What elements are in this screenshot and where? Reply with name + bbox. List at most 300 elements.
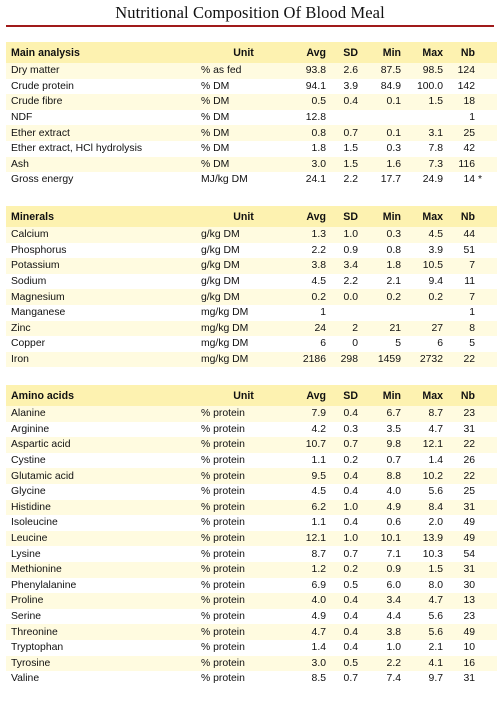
cell-avg: 1.1: [286, 453, 326, 469]
cell-name: Proline: [6, 593, 201, 609]
section-heading: Amino acids: [6, 385, 201, 406]
cell-avg: 4.9: [286, 609, 326, 625]
cell-sd: 0.2: [326, 562, 358, 578]
cell-avg: 1.8: [286, 141, 326, 157]
cell-note: [475, 578, 497, 594]
cell-nb: 23: [443, 609, 475, 625]
cell-name: Isoleucine: [6, 515, 201, 531]
table-row: [6, 274, 497, 290]
column-header-avg: Avg: [286, 42, 326, 63]
cell-nb: 124: [443, 63, 475, 79]
cell-nb: 1: [443, 305, 475, 321]
cell-note: [475, 546, 497, 562]
cell-nb: 30: [443, 578, 475, 594]
cell-avg: 6.2: [286, 500, 326, 516]
cell-note: [475, 274, 497, 290]
cell-max: [401, 305, 443, 321]
cell-sd: 0.7: [326, 546, 358, 562]
cell-sd: 0.4: [326, 484, 358, 500]
table-row: [6, 305, 497, 321]
cell-avg: 3.0: [286, 157, 326, 173]
cell-min: 17.7: [358, 172, 401, 188]
cell-avg: 6: [286, 336, 326, 352]
cell-max: 10.3: [401, 546, 443, 562]
nutrient-table: [6, 385, 497, 687]
cell-note: [475, 671, 497, 687]
column-header-max: Max: [401, 385, 443, 406]
cell-max: 5.6: [401, 624, 443, 640]
cell-avg: 4.5: [286, 274, 326, 290]
cell-sd: 3.9: [326, 79, 358, 95]
table-row: [6, 453, 497, 469]
cell-avg: 4.2: [286, 422, 326, 438]
cell-name: Magnesium: [6, 289, 201, 305]
cell-avg: 9.5: [286, 468, 326, 484]
cell-min: 2.2: [358, 656, 401, 672]
cell-note: [475, 593, 497, 609]
cell-sd: 1.0: [326, 227, 358, 243]
table-header-row: [6, 385, 497, 406]
cell-unit: mg/kg DM: [201, 305, 286, 321]
cell-avg: 12.8: [286, 110, 326, 126]
cell-nb: 142: [443, 79, 475, 95]
cell-min: [358, 110, 401, 126]
cell-max: 4.5: [401, 227, 443, 243]
cell-name: Tryptophan: [6, 640, 201, 656]
cell-min: 84.9: [358, 79, 401, 95]
table-row: [6, 656, 497, 672]
cell-sd: 0.5: [326, 578, 358, 594]
table-row: [6, 79, 497, 95]
column-header-sd: SD: [326, 206, 358, 227]
cell-unit: % protein: [201, 640, 286, 656]
column-header-note: [475, 206, 497, 227]
cell-min: 2.1: [358, 274, 401, 290]
cell-max: [401, 110, 443, 126]
cell-min: 5: [358, 336, 401, 352]
cell-nb: 11: [443, 274, 475, 290]
cell-note: [475, 453, 497, 469]
cell-min: 7.1: [358, 546, 401, 562]
cell-sd: 0.4: [326, 468, 358, 484]
table-row: [6, 624, 497, 640]
cell-nb: 13: [443, 593, 475, 609]
cell-min: 4.4: [358, 609, 401, 625]
cell-max: 4.7: [401, 593, 443, 609]
cell-unit: g/kg DM: [201, 258, 286, 274]
cell-max: 1.5: [401, 562, 443, 578]
cell-nb: 25: [443, 125, 475, 141]
cell-max: 24.9: [401, 172, 443, 188]
cell-min: 4.0: [358, 484, 401, 500]
cell-unit: g/kg DM: [201, 289, 286, 305]
cell-avg: 1.4: [286, 640, 326, 656]
cell-note: [475, 352, 497, 368]
cell-nb: 26: [443, 453, 475, 469]
table-row: [6, 258, 497, 274]
table-row: [6, 352, 497, 368]
cell-min: 10.1: [358, 531, 401, 547]
cell-note: [475, 227, 497, 243]
cell-max: 13.9: [401, 531, 443, 547]
cell-name: Sodium: [6, 274, 201, 290]
cell-note: [475, 110, 497, 126]
cell-sd: 0.4: [326, 609, 358, 625]
cell-min: 1.0: [358, 640, 401, 656]
cell-note: [475, 500, 497, 516]
cell-min: 6.0: [358, 578, 401, 594]
cell-avg: 0.5: [286, 94, 326, 110]
cell-avg: 1.3: [286, 227, 326, 243]
cell-name: Gross energy: [6, 172, 201, 188]
cell-nb: 16: [443, 656, 475, 672]
cell-note: [475, 406, 497, 422]
cell-min: 0.3: [358, 141, 401, 157]
cell-min: 21: [358, 321, 401, 337]
cell-max: 5.6: [401, 484, 443, 500]
cell-sd: 0.2: [326, 453, 358, 469]
cell-min: 0.6: [358, 515, 401, 531]
cell-avg: 12.1: [286, 531, 326, 547]
cell-note: [475, 437, 497, 453]
cell-unit: % protein: [201, 515, 286, 531]
cell-avg: 93.8: [286, 63, 326, 79]
nutrient-table: [6, 42, 497, 188]
cell-note: [475, 258, 497, 274]
cell-unit: % protein: [201, 578, 286, 594]
column-header-nb: Nb: [443, 385, 475, 406]
cell-max: 4.1: [401, 656, 443, 672]
cell-max: 3.9: [401, 243, 443, 259]
table-row: [6, 578, 497, 594]
table-row: [6, 671, 497, 687]
cell-nb: 22: [443, 352, 475, 368]
cell-note: [475, 321, 497, 337]
column-header-unit: Unit: [201, 385, 286, 406]
cell-unit: % as fed: [201, 63, 286, 79]
cell-note: [475, 656, 497, 672]
cell-note: [475, 609, 497, 625]
table-row: [6, 157, 497, 173]
column-header-unit: Unit: [201, 206, 286, 227]
cell-name: Arginine: [6, 422, 201, 438]
cell-max: 27: [401, 321, 443, 337]
cell-name: Potassium: [6, 258, 201, 274]
cell-name: Zinc: [6, 321, 201, 337]
cell-min: 8.8: [358, 468, 401, 484]
table-row: [6, 406, 497, 422]
cell-avg: 10.7: [286, 437, 326, 453]
cell-note: [475, 484, 497, 500]
table-row: [6, 336, 497, 352]
cell-nb: 22: [443, 437, 475, 453]
cell-nb: 51: [443, 243, 475, 259]
cell-nb: 49: [443, 624, 475, 640]
column-header-sd: SD: [326, 385, 358, 406]
cell-max: 8.7: [401, 406, 443, 422]
cell-sd: 0.3: [326, 422, 358, 438]
cell-min: 0.3: [358, 227, 401, 243]
cell-note: [475, 515, 497, 531]
cell-name: Leucine: [6, 531, 201, 547]
cell-note: *: [475, 172, 497, 188]
table-row: [6, 141, 497, 157]
cell-max: 7.8: [401, 141, 443, 157]
cell-name: Iron: [6, 352, 201, 368]
cell-unit: g/kg DM: [201, 227, 286, 243]
column-header-max: Max: [401, 42, 443, 63]
column-header-avg: Avg: [286, 385, 326, 406]
cell-nb: 54: [443, 546, 475, 562]
cell-sd: [326, 305, 358, 321]
cell-unit: % protein: [201, 500, 286, 516]
cell-min: 87.5: [358, 63, 401, 79]
cell-max: 0.2: [401, 289, 443, 305]
cell-unit: % protein: [201, 546, 286, 562]
table-row: [6, 640, 497, 656]
cell-unit: % protein: [201, 531, 286, 547]
nutrient-table: [6, 206, 497, 367]
cell-avg: 1: [286, 305, 326, 321]
cell-sd: 0.4: [326, 640, 358, 656]
cell-unit: % protein: [201, 671, 286, 687]
cell-name: Tyrosine: [6, 656, 201, 672]
cell-note: [475, 141, 497, 157]
cell-sd: 0.9: [326, 243, 358, 259]
cell-sd: 0.7: [326, 671, 358, 687]
table-row: [6, 500, 497, 516]
cell-name: Phenylalanine: [6, 578, 201, 594]
cell-note: [475, 336, 497, 352]
cell-unit: mg/kg DM: [201, 336, 286, 352]
cell-avg: 4.7: [286, 624, 326, 640]
cell-max: 9.4: [401, 274, 443, 290]
cell-nb: 31: [443, 422, 475, 438]
table-row: [6, 531, 497, 547]
cell-avg: 3.0: [286, 656, 326, 672]
table-row: [6, 422, 497, 438]
cell-name: Copper: [6, 336, 201, 352]
cell-avg: 0.2: [286, 289, 326, 305]
cell-sd: 2.2: [326, 172, 358, 188]
cell-min: 0.8: [358, 243, 401, 259]
section-amino-acids: [6, 385, 494, 687]
cell-max: 8.0: [401, 578, 443, 594]
cell-max: 8.4: [401, 500, 443, 516]
cell-max: 10.2: [401, 468, 443, 484]
cell-max: 6: [401, 336, 443, 352]
column-header-min: Min: [358, 385, 401, 406]
cell-min: 1.6: [358, 157, 401, 173]
cell-note: [475, 63, 497, 79]
column-header-sd: SD: [326, 42, 358, 63]
cell-avg: 2186: [286, 352, 326, 368]
column-header-unit: Unit: [201, 42, 286, 63]
table-row: [6, 94, 497, 110]
cell-name: Crude protein: [6, 79, 201, 95]
cell-sd: 1.0: [326, 531, 358, 547]
table-row: [6, 289, 497, 305]
cell-nb: 49: [443, 531, 475, 547]
cell-name: Lysine: [6, 546, 201, 562]
cell-name: Threonine: [6, 624, 201, 640]
table-row: [6, 484, 497, 500]
cell-min: 4.9: [358, 500, 401, 516]
table-row: [6, 243, 497, 259]
cell-avg: 24.1: [286, 172, 326, 188]
cell-name: Phosphorus: [6, 243, 201, 259]
cell-sd: 2: [326, 321, 358, 337]
cell-sd: 0.4: [326, 515, 358, 531]
cell-note: [475, 243, 497, 259]
cell-nb: 7: [443, 258, 475, 274]
table-row: [6, 125, 497, 141]
table-row: [6, 172, 497, 188]
column-header-note: [475, 385, 497, 406]
cell-max: 7.3: [401, 157, 443, 173]
cell-name: NDF: [6, 110, 201, 126]
cell-min: 1.8: [358, 258, 401, 274]
section-heading: Minerals: [6, 206, 201, 227]
cell-unit: % DM: [201, 110, 286, 126]
cell-sd: 0.5: [326, 656, 358, 672]
cell-note: [475, 624, 497, 640]
cell-nb: 5: [443, 336, 475, 352]
cell-unit: % protein: [201, 609, 286, 625]
section-main-analysis: [6, 42, 494, 188]
cell-unit: % protein: [201, 656, 286, 672]
cell-note: [475, 468, 497, 484]
cell-note: [475, 422, 497, 438]
cell-unit: % DM: [201, 157, 286, 173]
cell-name: Ash: [6, 157, 201, 173]
table-row: [6, 593, 497, 609]
cell-avg: 8.7: [286, 546, 326, 562]
cell-unit: g/kg DM: [201, 274, 286, 290]
cell-nb: 31: [443, 500, 475, 516]
cell-note: [475, 289, 497, 305]
table-row: [6, 562, 497, 578]
cell-sd: 2.2: [326, 274, 358, 290]
cell-avg: 24: [286, 321, 326, 337]
cell-avg: 1.2: [286, 562, 326, 578]
cell-name: Ether extract, HCl hydrolysis: [6, 141, 201, 157]
cell-unit: % DM: [201, 94, 286, 110]
cell-name: Serine: [6, 609, 201, 625]
cell-name: Ether extract: [6, 125, 201, 141]
column-header-nb: Nb: [443, 42, 475, 63]
cell-name: Cystine: [6, 453, 201, 469]
cell-nb: 116: [443, 157, 475, 173]
cell-min: 3.5: [358, 422, 401, 438]
cell-max: 1.4: [401, 453, 443, 469]
cell-name: Dry matter: [6, 63, 201, 79]
cell-nb: 49: [443, 515, 475, 531]
cell-sd: 1.5: [326, 141, 358, 157]
cell-min: 3.4: [358, 593, 401, 609]
cell-unit: % protein: [201, 422, 286, 438]
cell-note: [475, 157, 497, 173]
cell-unit: % protein: [201, 593, 286, 609]
cell-nb: 44: [443, 227, 475, 243]
cell-unit: % protein: [201, 468, 286, 484]
cell-note: [475, 562, 497, 578]
cell-avg: 7.9: [286, 406, 326, 422]
cell-note: [475, 79, 497, 95]
cell-unit: % protein: [201, 437, 286, 453]
cell-sd: [326, 110, 358, 126]
cell-sd: 0.4: [326, 406, 358, 422]
table-row: [6, 63, 497, 79]
cell-avg: 4.0: [286, 593, 326, 609]
cell-unit: % protein: [201, 406, 286, 422]
cell-min: 0.1: [358, 94, 401, 110]
cell-name: Manganese: [6, 305, 201, 321]
cell-name: Aspartic acid: [6, 437, 201, 453]
cell-name: Histidine: [6, 500, 201, 516]
cell-sd: 1.5: [326, 157, 358, 173]
table-row: [6, 546, 497, 562]
cell-avg: 1.1: [286, 515, 326, 531]
cell-unit: % protein: [201, 562, 286, 578]
cell-note: [475, 125, 497, 141]
cell-nb: 31: [443, 671, 475, 687]
cell-avg: 2.2: [286, 243, 326, 259]
cell-min: 0.9: [358, 562, 401, 578]
table-row: [6, 227, 497, 243]
cell-max: 100.0: [401, 79, 443, 95]
table-header-row: [6, 206, 497, 227]
cell-min: 6.7: [358, 406, 401, 422]
cell-max: 2.0: [401, 515, 443, 531]
column-header-min: Min: [358, 42, 401, 63]
cell-avg: 0.8: [286, 125, 326, 141]
cell-name: Crude fibre: [6, 94, 201, 110]
column-header-min: Min: [358, 206, 401, 227]
cell-avg: 3.8: [286, 258, 326, 274]
table-row: [6, 437, 497, 453]
cell-nb: 23: [443, 406, 475, 422]
cell-sd: 0.4: [326, 624, 358, 640]
cell-sd: 0.7: [326, 437, 358, 453]
cell-nb: 14: [443, 172, 475, 188]
cell-avg: 8.5: [286, 671, 326, 687]
cell-name: Calcium: [6, 227, 201, 243]
cell-name: Glutamic acid: [6, 468, 201, 484]
cell-sd: 0.4: [326, 94, 358, 110]
cell-avg: 6.9: [286, 578, 326, 594]
column-header-max: Max: [401, 206, 443, 227]
cell-min: 9.8: [358, 437, 401, 453]
cell-min: 1459: [358, 352, 401, 368]
cell-unit: % DM: [201, 79, 286, 95]
section-minerals: [6, 206, 494, 367]
cell-sd: 1.0: [326, 500, 358, 516]
cell-max: 98.5: [401, 63, 443, 79]
table-row: [6, 321, 497, 337]
cell-name: Methionine: [6, 562, 201, 578]
cell-unit: g/kg DM: [201, 243, 286, 259]
cell-max: 2732: [401, 352, 443, 368]
cell-max: 3.1: [401, 125, 443, 141]
cell-max: 10.5: [401, 258, 443, 274]
cell-note: [475, 94, 497, 110]
cell-min: 3.8: [358, 624, 401, 640]
cell-sd: 0.7: [326, 125, 358, 141]
cell-sd: 2.6: [326, 63, 358, 79]
cell-min: 0.7: [358, 453, 401, 469]
cell-min: 0.2: [358, 289, 401, 305]
